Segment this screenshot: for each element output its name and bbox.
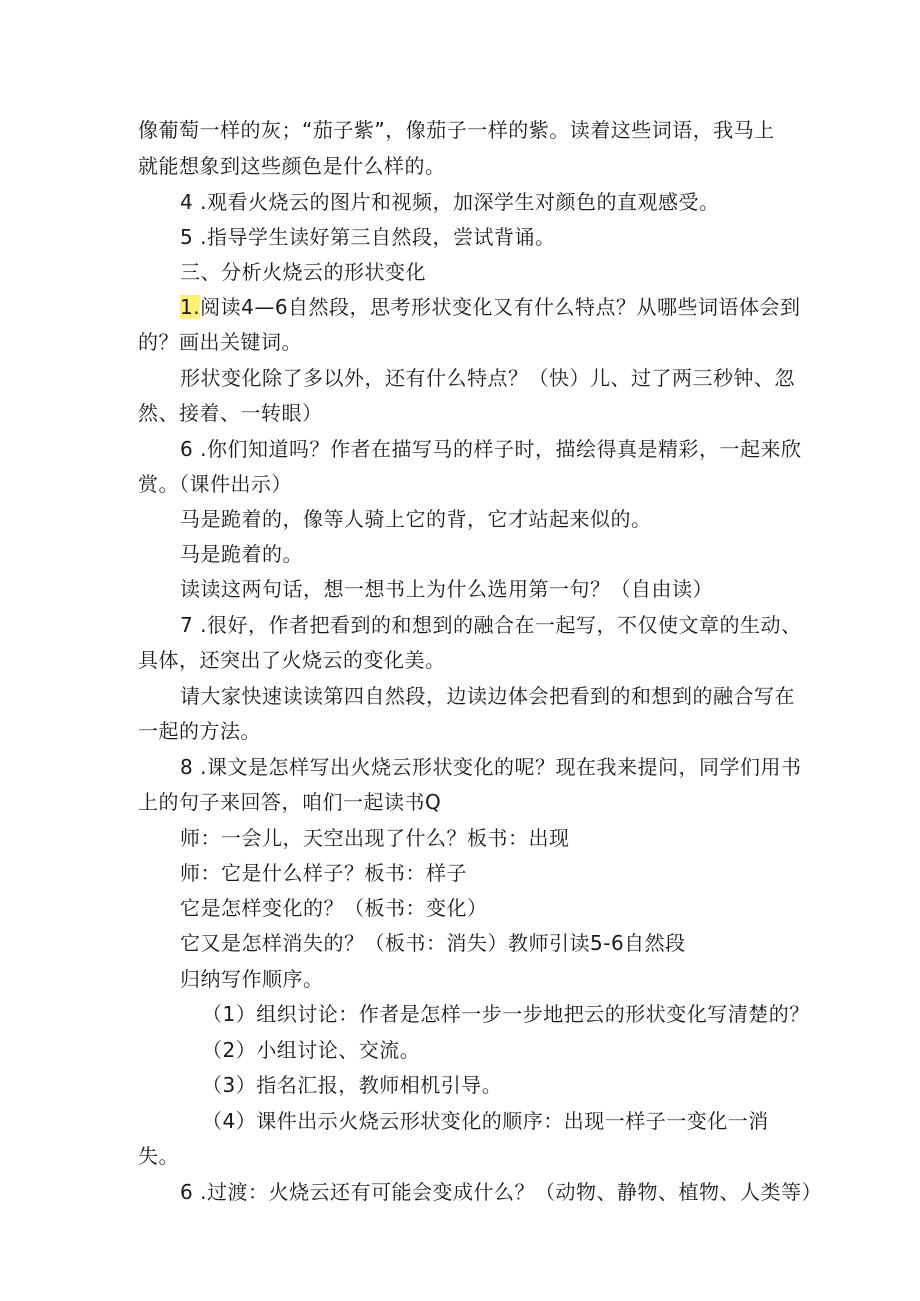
example-sentence: 马是跪着的，像等人骑上它的背，它才站起来似的。 (180, 507, 652, 531)
paragraph-line: 具体，还突出了火烧云的变化美。 (138, 648, 446, 672)
sub-item-3: （3）指名汇报，教师相机引导。 (202, 1073, 503, 1097)
paragraph-line: 赏。（课件出示） (138, 472, 292, 496)
list-item-1-text: 阅读4—6自然段，思考形状变化又有什么特点？从哪些词语体会到 (200, 295, 801, 319)
paragraph-line: 然、接着、一转眼） (138, 401, 323, 425)
sub-item-1: （1）组织讨论：作者是怎样一步一步地把云的形状变化写清楚的？ (202, 1002, 810, 1026)
paragraph-line: 像葡萄一样的灰；“茄子紫”，像茄子一样的紫。读着这些词语，我马上 (138, 118, 775, 142)
list-item-6: 6 .你们知道吗？作者在描写马的样子时，描绘得真是精彩，一起来欣 (180, 437, 802, 461)
paragraph-line: 的？画出关键词。 (138, 330, 302, 354)
paragraph-line: 读读这两句话，想一想书上为什么选用第一句？（自由读） (180, 577, 713, 601)
paragraph-line: 形状变化除了多以外，还有什么特点？（快）儿、过了两三秒钟、忽 (180, 366, 795, 390)
dialogue-line: 师：它是什么样子？板书：样子 (180, 861, 467, 885)
dialogue-line: 师：一会儿，天空出现了什么？板书：出现 (180, 826, 570, 850)
paragraph-line: 归纳写作顺序。 (180, 967, 324, 991)
sub-item-2: （2）小组讨论、交流。 (202, 1038, 421, 1062)
list-item-7: 7 .很好，作者把看到的和想到的融合在一起写，不仅使文章的生动、 (180, 613, 802, 637)
paragraph-line: 就能想象到这些颜色是什么样的。 (138, 154, 446, 178)
list-item-8: 8 .课文是怎样写出火烧云形状变化的呢？现在我来提问，同学们用书 (180, 755, 802, 779)
list-item-4: 4 .观看火烧云的图片和视频，加深学生对颜色的直观感受。 (180, 190, 720, 214)
paragraph-line: 请大家快速读读第四自然段，边读边体会把看到的和想到的融合写在 (180, 684, 795, 708)
paragraph-line: 失。 (138, 1144, 179, 1168)
list-item-1-line (180, 294, 801, 320)
section-heading: 三、分析火烧云的形状变化 (180, 260, 426, 284)
paragraph-line: 上的句子来回答，咱们一起读书Q (138, 790, 442, 814)
dialogue-line: 它又是怎样消失的？（板书：消失）教师引读5-6自然段 (180, 931, 686, 955)
highlighted-number: 1. (180, 295, 201, 319)
list-item-6-transition: 6 .过渡：火烧云还有可能会变成什么？（动物、静物、植物、人类等） (180, 1180, 822, 1204)
sub-item-4: （4）课件出示火烧云形状变化的顺序：出现一样子一变化一消 (202, 1109, 769, 1133)
paragraph-line: 一起的方法。 (138, 719, 261, 743)
dialogue-line: 它是怎样变化的？（板书：变化） (180, 896, 488, 920)
list-item-5: 5 .指导学生读好第三自然段，尝试背诵。 (180, 225, 556, 249)
example-sentence: 马是跪着的。 (180, 542, 303, 566)
